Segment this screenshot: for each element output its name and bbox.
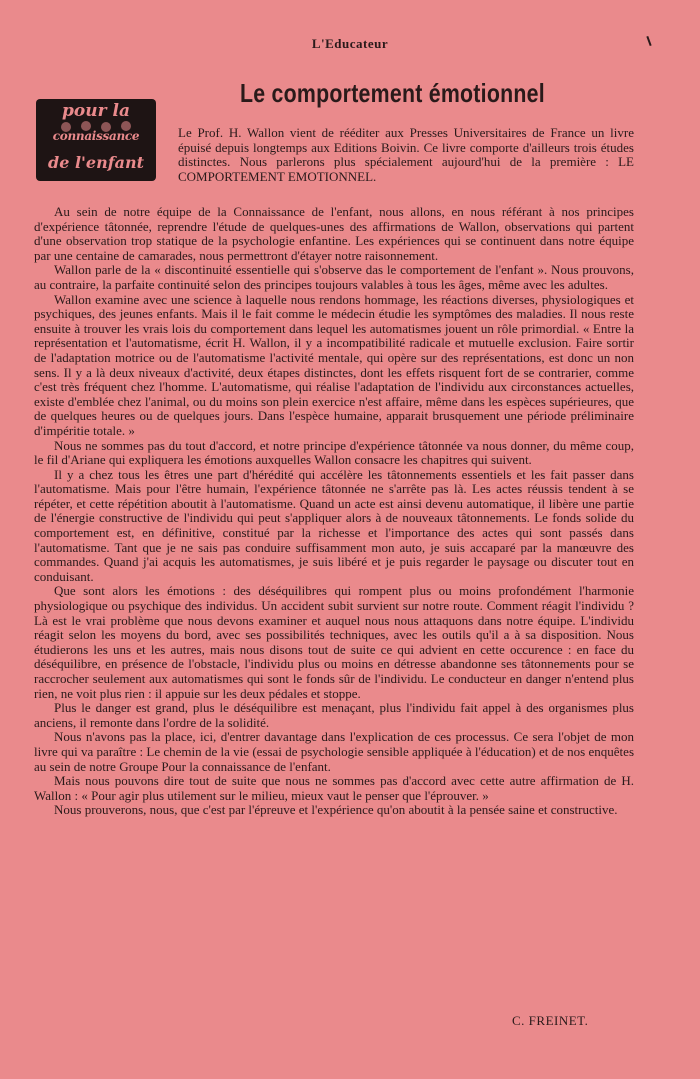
running-head: L'Educateur xyxy=(311,36,389,51)
body-paragraph: Nous ne sommes pas du tout d'accord, et notre principe d'expérience tâtonnée va nous donner, du même coup, le fil d'Ariane qui expliquera les émotions auxquelles Wallon consacre les chapitres qui suivent. xyxy=(34,437,634,468)
body-paragraph: Wallon parle de la « discontinuité essentielle qui s'observe das le comportement de l'enfant ». Nous prouvons, au contraire, la parfaite continuité selon des principes toujours valables à tous les âges, même avec les adultes. xyxy=(34,262,634,292)
article-title: Le comportement émotionnel xyxy=(240,78,545,108)
body-paragraph: Il y a chez tous les êtres une part d'hérédité qui accélère les tâtonnements essentiels et les fait passer dans l'automatisme. Mais pour l'être humain, l'expérience tâtonnée ne s'arrête pas là. Les actes réussis tendent à se répéter, et cette répétition aboutit à l'automatisme. Quand un acte est ainsi devenu automatique, il libère une partie de l'énergie constructive de l'individu qui peut s'appliquer alors à de nouveaux tâtonnements. Le fonds solide du comportement est, en définitive, constitué par la richesse et l'importance des actes qui sont passés dans l'automatisme. Tant que je ne sais pas conduire suffisamment mon auto, je suis accaparé par la manœuvre des commandes. Quand j'ai acquis les automatismes, je suis libéré et je puis regarder le paysage ou discuter tout en conduisant. xyxy=(34,466,634,584)
body-paragraph: Que sont alors les émotions : des déséquilibres qui rompent plus ou moins profondément l'harmonie physiologique ou psychique des individus. Un accident subit survient sur notre route. Comment réagit l'individu ? Là est le vrai problème que nous devons examiner et auquel nous nous attaquons dans notre équipe. L'individu réagit selon les moyens du bord, avec ses possibilités techniques, avec les outils qu'il a à sa disposition. Nous étudierons les uns et les autres, mais nous disons tout de suite ce qui advient en cette occurence : en face du déséquilibre, en présence de l'obstacle, l'individu plus ou moins en détresse abandonne ses tâtonnements pour se raccrocher seulement aux automatismes qui sont le fonds sûr de l'individu. Le conducteur en danger n'entend plus rien, ne voit plus rien : il appuie sur les deux pédales et stoppe. xyxy=(34,583,634,701)
body-paragraph: Nous prouverons, nous, que c'est par l'épreuve et l'expérience qu'on aboutit à la pensée saine et constructive. xyxy=(54,802,618,818)
column-logo xyxy=(36,99,156,181)
body-paragraph: Mais nous pouvons dire tout de suite que nous ne sommes pas d'accord avec cette autre affirmation de H. Wallon : « Pour agir plus utilement sur le milieu, mieux vaut le penser que l'éprouver. » xyxy=(34,773,634,803)
body-paragraph: Au sein de notre équipe de la Connaissance de l'enfant, nous allons, en nous référant à nos principes d'expérience tâtonnée, reprendre l'étude de quelques-unes des affirmations de Wallon, observations qui partent d'une observation trop statique de la psychologie enfantine. Les expériences qui se continuent dans notre équipe par une centaine de camarades, nous permettront d'étayer notre raisonnement. xyxy=(34,204,634,263)
author-signature: C. FREINET. xyxy=(512,1013,589,1028)
logo-line-1: pour la xyxy=(62,101,130,121)
body-paragraph: Nous n'avons pas la place, ici, d'entrer davantage dans l'explication de ces processus. Ce sera l'objet de mon livre qui va paraître : Le chemin de la vie (essai de psychologie sensible appliquée à l'éducation) et de nos enquêtes au sein de notre Groupe Pour la connaissance de l'enfant. xyxy=(34,729,634,774)
logo-line-3: de l'enfant xyxy=(48,153,144,172)
body-paragraph: Plus le danger est grand, plus le déséquilibre est menaçant, plus l'individu fait appel à des organismes plus anciens, il remonte dans l'ordre de la solidité. xyxy=(34,700,634,730)
intro-paragraph: Le Prof. H. Wallon vient de rééditer aux Presses Universitaires de France un livre épuisé depuis longtemps aux Editions Boivin. Ce livre comporte d'ailleurs trois études distinctes. Nous parlerons plus spécialement aujourd'hui de la première : LE COMPORTEMENT EMOTIONNEL. xyxy=(178,125,634,184)
article-body xyxy=(34,205,634,818)
logo-line-2: connaissance xyxy=(52,129,140,143)
body-paragraph: Wallon examine avec une science à laquelle nous rendons hommage, les réactions diverses, physiologiques et psychiques, des jeunes enfants. Mais il le fait comme le médecin étudie les symptômes des maladies. Il nous reste ensuite à trouver les vrais lois du comportement dans lequel les automatismes jouent un rôle primordial. « Entre la représentation et l'automatisme, écrit H. Wallon, il y a incompatibilité radicale et mutuelle exclusion. Faire sortir de l'adaptation motrice ou de l'automatisme l'activité mentale, qui opère sur des représentations, est donc un non sens. Il y a là deux niveaux d'activité, deux étapes distinctes, dont les effets risquent fort de se contrarier, comme c'est très fréquent chez l'homme. L'automatisme, qui réalise l'adaptation de l'individu aux circonstances actuelles, existe d'emblée chez l'animal, ou du moins son plein exercice n'est affaire, même dans les espèces supérieures, que de quelques heures ou de quelques jours. Dans l'espèce humaine, apparait brusquement une période préliminaire d'impéritie totale. » xyxy=(34,291,634,438)
